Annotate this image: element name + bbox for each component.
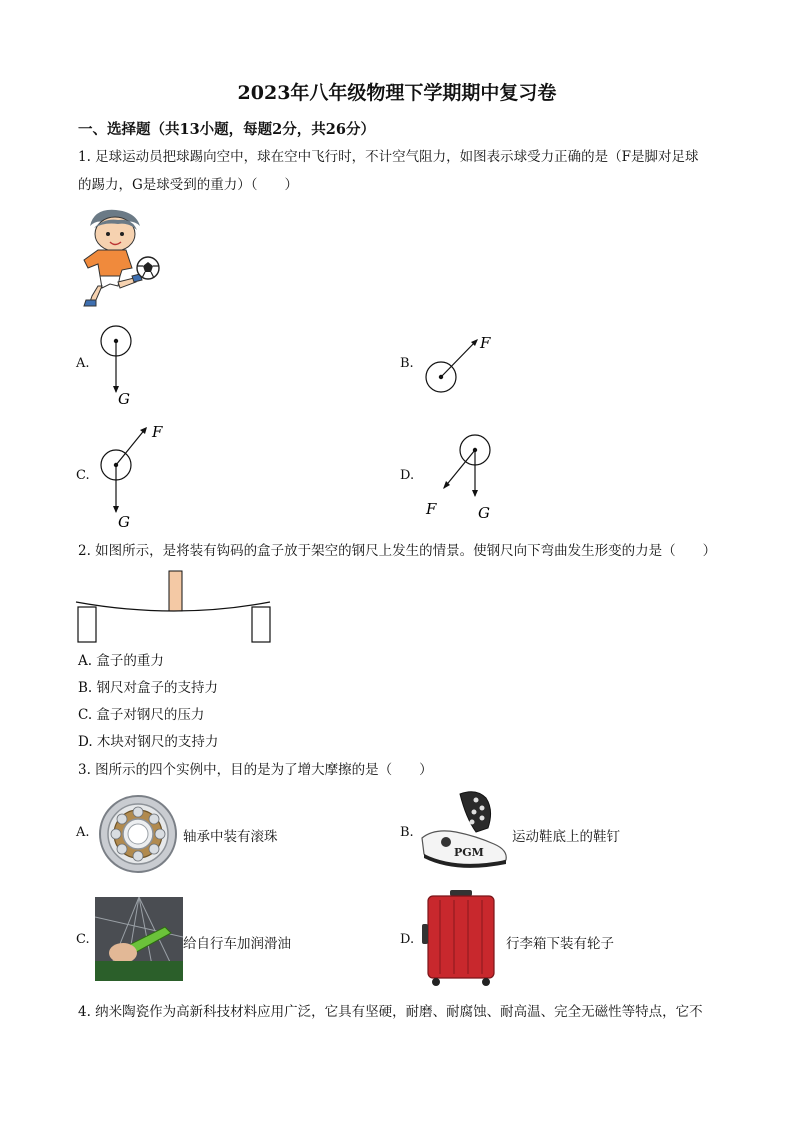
q1-stem [78,143,728,199]
shoe-brand-text: PGM [454,846,484,859]
gravity-label: G [118,390,130,408]
q1-option-d-label: D. [400,468,415,483]
sports-shoe-image [416,788,512,874]
ball-bearing-image [94,788,182,876]
q1-option-c-diagram [96,420,176,532]
q1-option-b-diagram [420,330,500,396]
q2-option-b: B. 钢尺对盒子的支持力 [78,680,219,696]
bicycle-oiling-image [95,897,183,981]
q1-stem-line1: 1. 足球运动员把球踢向空中，球在空中飞行时，不计空气阻力，如图表示球受力正确的是（F是脚对足球 [78,149,699,165]
q2-option-d: D. 木块对钢尺的支持力 [78,734,219,750]
q3-option-c-text: 给自行车加润滑油 [183,936,291,952]
kick-force-label: F [480,334,491,352]
suitcase-image [420,888,502,988]
kick-force-arrow [444,450,475,488]
q2-option-c: C. 盒子对钢尺的压力 [78,707,205,723]
soccer-player-illustration [74,204,166,310]
section-heading: 一、选择题（共13小题，每题2分，共26分） [78,121,375,138]
kick-force-label: F [152,423,163,441]
q2-options [78,648,728,756]
q3-option-a-text: 轴承中装有滚珠 [183,829,278,845]
q3-option-b-text: 运动鞋底上的鞋钉 [512,829,620,845]
kick-force-arrow [441,340,477,377]
right-wood-block [252,607,270,642]
kick-force-label: F [426,500,437,518]
q3-option-b-label: B. [400,825,414,840]
q1-option-d-diagram [420,428,500,524]
q1-option-c-label: C. [76,468,90,483]
q3-option-d-label: D. [400,932,415,947]
q2-stem: 2. 如图所示，是将装有钩码的盒子放于架空的钢尺上发生的情景。使钢尺向下弯曲发生形变的力是（ ） [78,543,717,559]
q3-option-d-text: 行李箱下装有轮子 [506,936,614,952]
q2-ruler-diagram [74,566,276,646]
q1-option-a-label: A. [76,356,90,371]
q1-stem-line2: 的踢力，G是球受到的重力）（ ） [78,177,299,193]
q4-stem: 4. 纳米陶瓷作为高新科技材料应用广泛，它具有坚硬，耐磨、耐腐蚀、耐高温、完全无磁性等特点，它不 [78,1004,703,1020]
q3-option-a-label: A. [76,825,90,840]
q3-stem: 3. 图所示的四个实例中，目的是为了增大摩擦的是（ ） [78,762,433,778]
box-with-weights [169,571,182,611]
q1-option-a-diagram [96,322,146,410]
kick-force-arrow [116,428,146,465]
q2-option-a: A. 盒子的重力 [78,653,164,669]
left-wood-block [78,607,96,642]
q1-option-b-label: B. [400,356,414,371]
q3-option-c-label: C. [76,932,90,947]
page-title: 2023年八年级物理下学期期中复习卷 [237,82,557,104]
gravity-label: G [478,504,490,522]
gravity-label: G [118,513,130,531]
